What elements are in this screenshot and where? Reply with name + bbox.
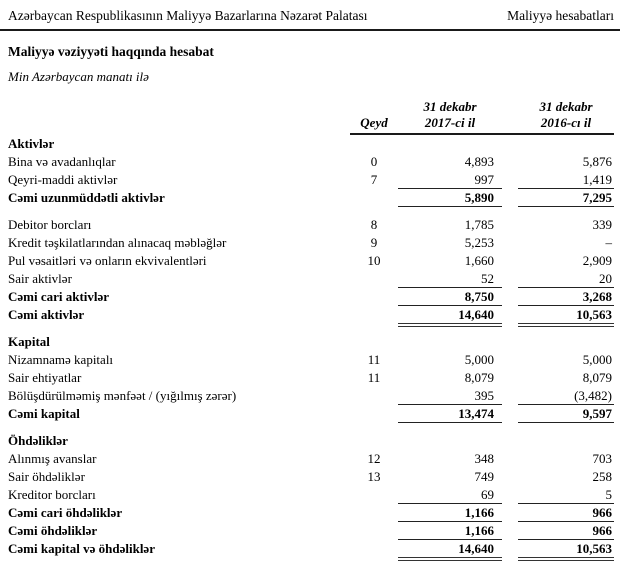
- row-note-ref: 0: [370, 154, 378, 169]
- row-label: Cəmi kapital və öhdəliklər: [8, 541, 155, 556]
- row-label: Kreditor borcları: [8, 487, 96, 502]
- row-note-ref: [350, 288, 398, 306]
- row-value-2017: 69: [398, 486, 502, 504]
- row-label: Pul vəsaitləri və onların ekvivalentləri: [8, 253, 207, 268]
- column-gap: [502, 252, 518, 270]
- row-value-2016: 966: [518, 504, 614, 522]
- row-value-2017: 5,000: [464, 352, 494, 367]
- row-value-2017: 1,785: [464, 217, 494, 232]
- row-label: Bina və avadanlıqlar: [8, 154, 116, 169]
- row-label: Kapital: [8, 334, 50, 349]
- row-label: Alınmış avanslar: [8, 451, 97, 466]
- row-note-ref: [350, 486, 398, 504]
- row-label: Bölüşdürülməmiş mənfəət / (yığılmış zərər): [8, 388, 237, 403]
- row-label: Sair öhdəliklər: [8, 469, 85, 484]
- column-header-2017: [398, 99, 502, 135]
- row-note-ref: [350, 270, 398, 288]
- row-label: Cəmi cari aktivlər: [8, 289, 110, 304]
- column-gap: [502, 270, 518, 288]
- row-value-2017: [398, 432, 502, 450]
- row-value-2016: –: [605, 235, 612, 250]
- row-note-ref: 7: [370, 172, 378, 187]
- column-gap: [502, 369, 518, 387]
- column-header-gap: [502, 99, 518, 135]
- row-label: Sair ehtiyatlar: [8, 370, 82, 385]
- row-label: Sair aktivlər: [8, 271, 72, 286]
- row-value-2016: 8,079: [582, 370, 612, 385]
- row-label: Cəmi aktivlər: [8, 307, 85, 322]
- column-gap: [502, 522, 518, 540]
- section-row: [8, 432, 614, 450]
- row-value-2017: 14,640: [398, 540, 502, 561]
- item-row: [8, 252, 614, 270]
- page-title: Maliyyə vəziyyəti haqqında hesabat: [8, 44, 214, 59]
- row-value-2016: 258: [592, 469, 612, 484]
- row-label: Cəmi cari öhdəliklər: [8, 505, 123, 520]
- column-gap: [502, 387, 518, 405]
- total-row: [8, 405, 614, 423]
- column-gap: [502, 333, 518, 351]
- total-row: [8, 504, 614, 522]
- row-value-2016: 2,909: [582, 253, 612, 268]
- row-label: Aktivlər: [8, 136, 55, 151]
- column-header-qeyd: [350, 99, 398, 135]
- column-header-label-spacer: [8, 99, 350, 135]
- column-gap: [502, 450, 518, 468]
- column-gap: [502, 234, 518, 252]
- row-note-ref: [350, 189, 398, 207]
- row-value-2016: 3,268: [518, 288, 614, 306]
- item-row: [8, 450, 614, 468]
- item-row: [8, 171, 614, 189]
- row-note-ref: 11: [367, 352, 381, 367]
- row-note-ref: 9: [370, 235, 378, 250]
- column-header-2016: [518, 99, 614, 135]
- row-note-ref: 8: [370, 217, 378, 232]
- row-value-2017: 1,166: [398, 522, 502, 540]
- total-row: [8, 189, 614, 207]
- currency-unit-note: Min Azərbaycan manatı ilə: [8, 69, 149, 84]
- header-org-name: Azərbaycan Respublikasının Maliyyə Bazarlarına Nəzarət Palatası: [8, 8, 368, 23]
- section-row: [8, 333, 614, 351]
- row-value-2016: 339: [592, 217, 612, 232]
- row-value-2016: [518, 135, 614, 153]
- row-note-ref: [350, 135, 398, 153]
- row-value-2016: 7,295: [518, 189, 614, 207]
- row-value-2017: 749: [474, 469, 494, 484]
- row-note-ref: [350, 432, 398, 450]
- row-note-ref: 13: [367, 469, 381, 484]
- balance-sheet-table: [0, 99, 620, 558]
- row-value-2016: 5,876: [582, 154, 612, 169]
- column-gap: [502, 540, 518, 561]
- spacer-row: [8, 423, 614, 432]
- row-label: Cəmi kapital: [8, 406, 80, 421]
- column-gap: [502, 135, 518, 153]
- row-value-2017: [398, 135, 502, 153]
- row-value-2017: 997: [398, 171, 502, 189]
- total-row: [8, 522, 614, 540]
- row-note-ref: [350, 504, 398, 522]
- column-gap: [502, 171, 518, 189]
- col-2016-line1: 31 dekabr: [539, 99, 593, 114]
- total-row: [8, 540, 614, 558]
- item-row: [8, 216, 614, 234]
- row-label: Öhdəliklər: [8, 433, 68, 448]
- row-note-ref: [350, 522, 398, 540]
- row-note-ref: 12: [367, 451, 381, 466]
- row-value-2017: 4,893: [464, 154, 494, 169]
- row-value-2016: 9,597: [518, 405, 614, 423]
- row-value-2016: 966: [518, 522, 614, 540]
- column-gap: [502, 486, 518, 504]
- row-value-2017: 5,890: [398, 189, 502, 207]
- row-label: Nizamnamə kapitalı: [8, 352, 114, 367]
- document-header: [0, 0, 620, 31]
- col-2017-line1: 31 dekabr: [423, 99, 477, 114]
- column-gap: [502, 351, 518, 369]
- row-value-2017: 8,079: [464, 370, 494, 385]
- item-row: [8, 270, 614, 288]
- table-column-header: [8, 99, 614, 135]
- row-label: Cəmi uzunmüddətli aktivlər: [8, 190, 165, 205]
- row-note-ref: [350, 405, 398, 423]
- section-row: [8, 135, 614, 153]
- item-row: [8, 468, 614, 486]
- row-note-ref: [350, 333, 398, 351]
- column-gap: [502, 432, 518, 450]
- column-gap: [502, 216, 518, 234]
- row-value-2016: [518, 333, 614, 351]
- row-note-ref: [350, 387, 398, 405]
- column-gap: [502, 189, 518, 207]
- row-value-2017: 5,253: [464, 235, 494, 250]
- item-row: [8, 486, 614, 504]
- spacer-row: [8, 207, 614, 216]
- total-row: [8, 306, 614, 324]
- row-value-2016: [518, 432, 614, 450]
- row-value-2017: 395: [398, 387, 502, 405]
- row-value-2017: 1,166: [398, 504, 502, 522]
- row-note-ref: [350, 306, 398, 327]
- row-label: Qeyri-maddi aktivlər: [8, 172, 118, 187]
- row-value-2016: 10,563: [518, 540, 614, 561]
- item-row: [8, 153, 614, 171]
- row-label: Kredit təşkilatlarından alınacaq məbləğlər: [8, 235, 227, 250]
- total-row: [8, 288, 614, 306]
- col-2017-line2: 2017-ci il: [424, 115, 476, 130]
- column-gap: [502, 405, 518, 423]
- column-gap: [502, 153, 518, 171]
- column-gap: [502, 288, 518, 306]
- qeyd-column-label: Qeyd: [360, 115, 388, 130]
- row-value-2016: 1,419: [518, 171, 614, 189]
- row-note-ref: 11: [367, 370, 381, 385]
- row-note-ref: [350, 540, 398, 561]
- col-2016-line2: 2016-cı il: [540, 115, 592, 130]
- row-value-2016: 20: [518, 270, 614, 288]
- column-gap: [502, 306, 518, 327]
- row-value-2016: 10,563: [518, 306, 614, 327]
- row-value-2017: 348: [474, 451, 494, 466]
- column-gap: [502, 504, 518, 522]
- table-body: [8, 135, 614, 558]
- row-label: Debitor borcları: [8, 217, 92, 232]
- row-value-2016: 5,000: [582, 352, 612, 367]
- row-value-2016: (3,482): [518, 387, 614, 405]
- item-row: [8, 387, 614, 405]
- column-gap: [502, 468, 518, 486]
- row-value-2017: 8,750: [398, 288, 502, 306]
- row-value-2016: 5: [518, 486, 614, 504]
- row-value-2017: 1,660: [464, 253, 494, 268]
- row-value-2017: 52: [398, 270, 502, 288]
- row-value-2017: [398, 333, 502, 351]
- row-value-2016: 703: [592, 451, 612, 466]
- row-note-ref: 10: [367, 253, 381, 268]
- row-value-2017: 13,474: [398, 405, 502, 423]
- row-label: Cəmi öhdəliklər: [8, 523, 98, 538]
- item-row: [8, 369, 614, 387]
- header-report-type: Maliyyə hesabatları: [507, 8, 614, 23]
- row-value-2017: 14,640: [398, 306, 502, 327]
- item-row: [8, 234, 614, 252]
- item-row: [8, 351, 614, 369]
